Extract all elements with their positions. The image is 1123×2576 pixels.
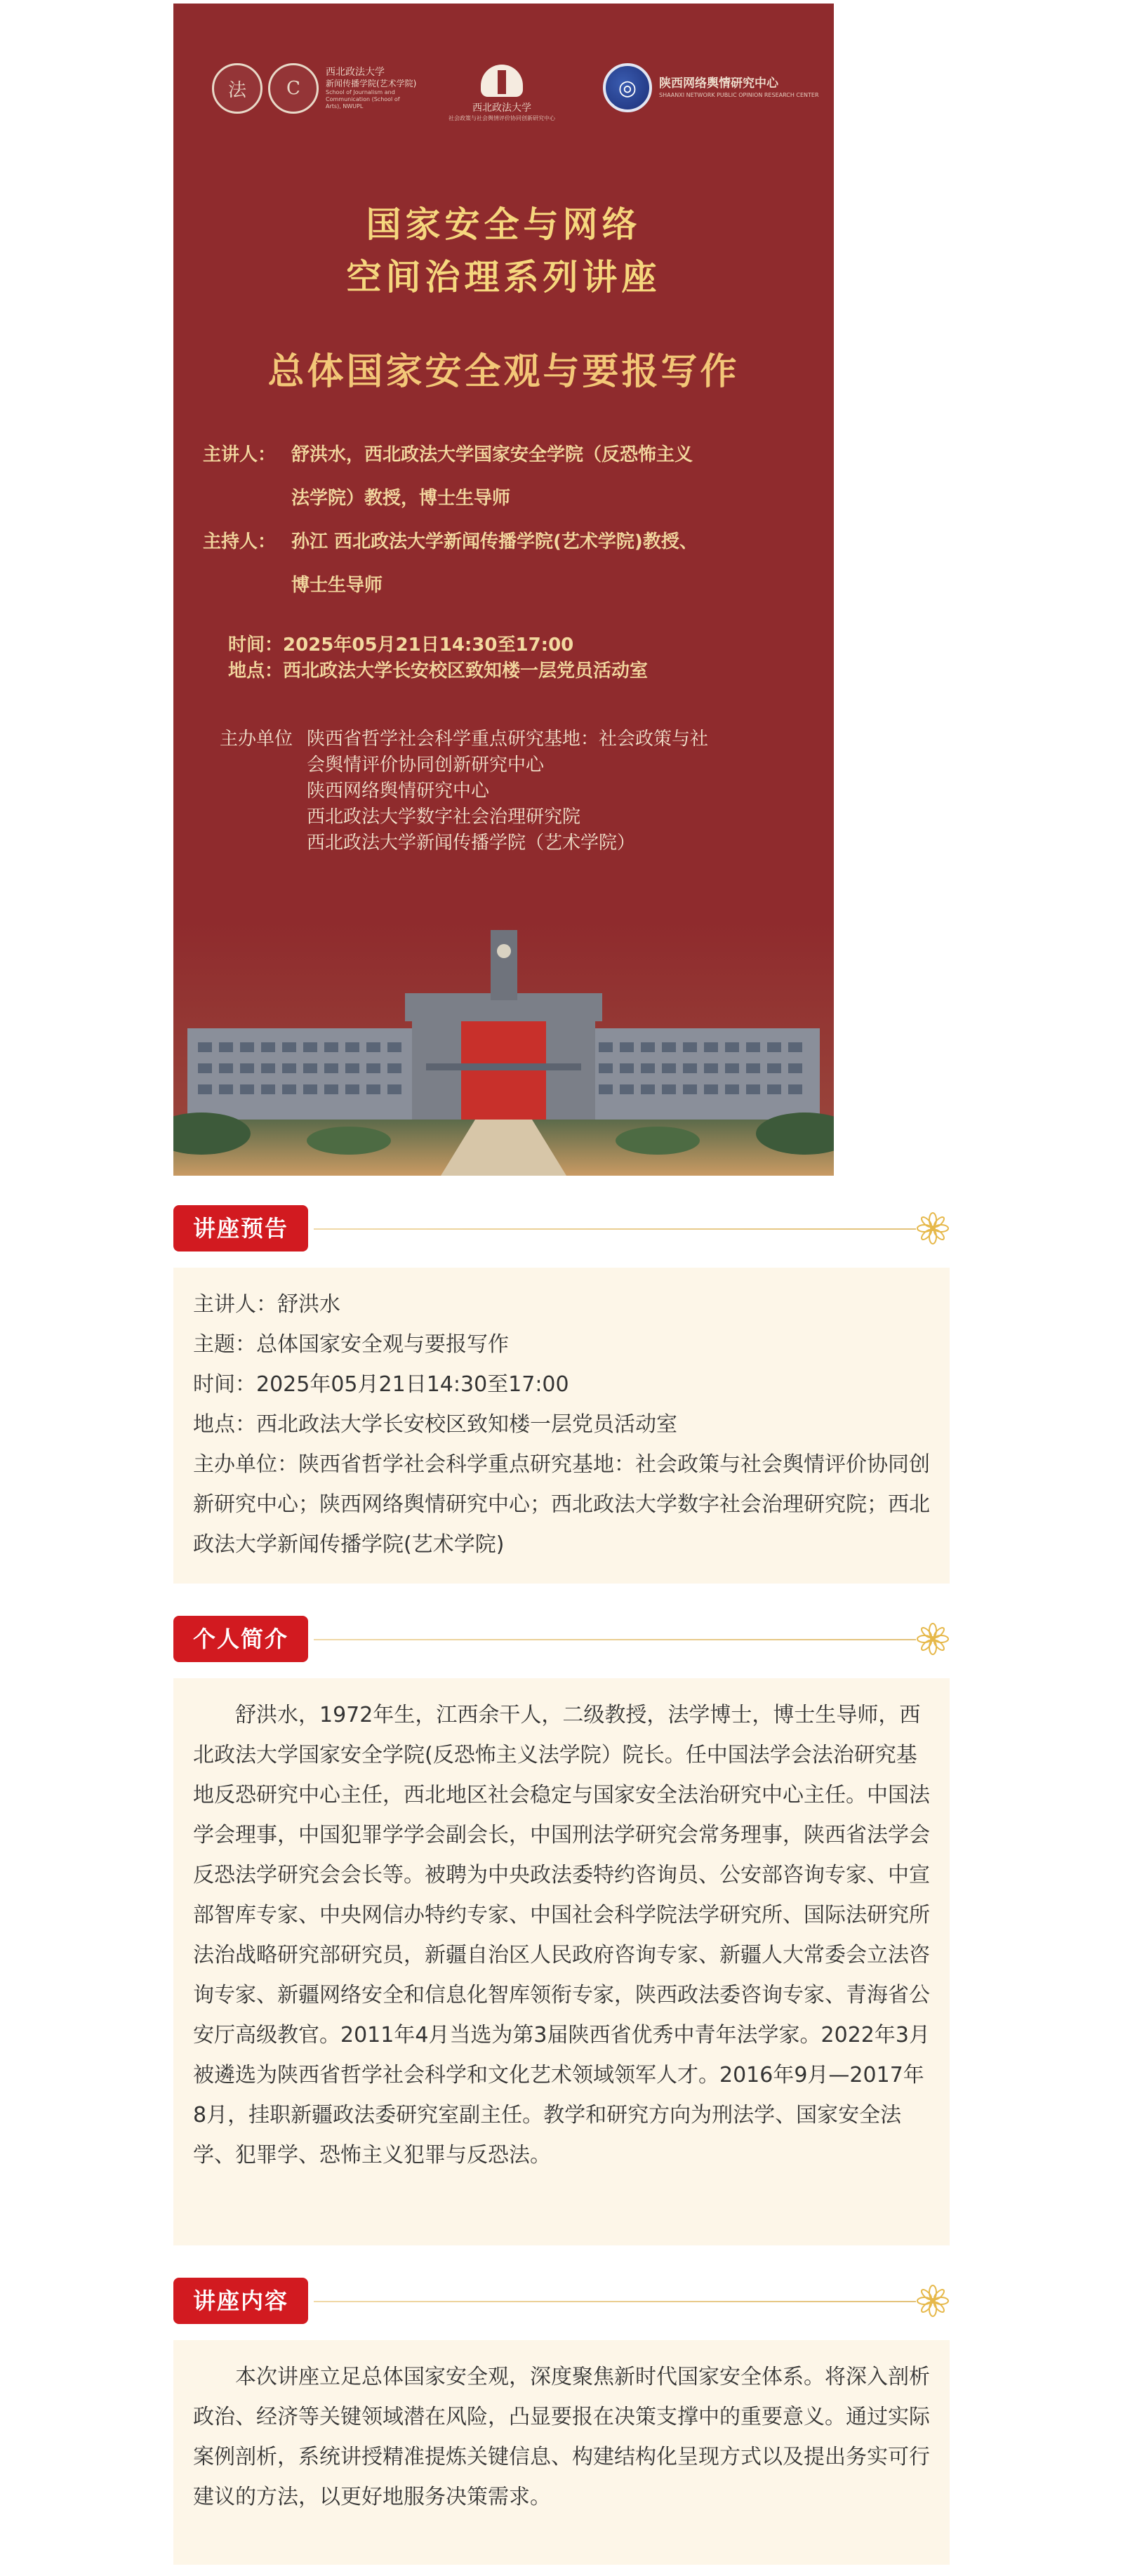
poster-place: 地点：西北政法大学长安校区致知楼一层党员活动室 [228,660,649,682]
opinion-center-logo [603,63,819,112]
logo-school-name: 西北政法大学 [326,66,385,78]
preview-place: 地点：西北政法大学长安校区致知楼一层党员活动室 [193,1412,677,1437]
logo-school-sub: 新闻传播学院(艺术学院) [326,79,417,89]
section-title-bio: 个人简介 [173,1616,308,1662]
research-center-logo [448,63,555,122]
section-header-bio [173,1616,950,1662]
globe-icon: ◎ [603,63,652,112]
poster-organizer-2: 会舆情评价协同创新研究中心 [307,755,545,776]
section-title-content: 讲座内容 [173,2278,308,2324]
poster-organizer-label: 主办单位 [220,729,293,750]
poster-organizer-3: 陕西网络舆情研究中心 [307,781,490,802]
bio-text: 舒洪水，1972年生，江西余干人，二级教授，法学博士，博士生导师，西北政法大学国家安全学院(反恐怖主义法学院）院长。任中国法学会法治研究基地反恐研究中心主任，西北地区社会稳定与国家安全法治研究中心主任。中国法学会理事，中国犯罪学学会副会长，中国刑法学研究会常务理事，陕西省法学会反恐法学研究会会长等。被聘为中央政法委特约咨询员、公安部咨询专家、中宣部智库专家、中央网信办特约专家、中国社会科学院法学研究所、国际法研究所法治战略研究部研究员，新疆自治区人民政府咨询专家、新疆人大常委会立法咨询专家、新疆网络安全和信息化智库领衔专家，陕西政法委咨询专家、青海省公安厅高级教官。2011年4月当选为第3届陕西省优秀中青年法学家。2022年3月被遴选为陕西省哲学社会科学和文化艺术领域领军人才。2016年9月—2017年8月，挂职新疆政法委研究室副主任。教学和研究方向为刑法学、国家安全法学、犯罪学、恐怖主义犯罪与反恐法。 [193,1703,930,2167]
opinion-center-en: SHAANXI NETWORK PUBLIC OPINION RESEARCH CENTER [659,91,819,98]
poster-host-line2: 博士生导师 [291,575,383,596]
cloud-tower-icon [478,63,526,100]
flower-ornament-icon [916,1211,950,1245]
poster-organizer-5: 西北政法大学新闻传播学院（艺术学院） [307,832,636,854]
poster-host-line1: 孙江 西北政法大学新闻传播学院(艺术学院)教授、 [291,531,698,552]
logo-school-en: School of Journalism and Communication (School of Arts), NWUPL [326,89,400,110]
poster-speaker-line1: 舒洪水，西北政法大学国家安全学院（反恐怖主义 [291,444,693,465]
preview-speaker: 主讲人：舒洪水 [193,1292,340,1317]
poster-host-label: 主持人： [203,531,277,552]
poster-title-line1: 国家安全与网络 [366,204,642,245]
campus-building-illustration [173,923,834,1176]
section-header-preview [173,1205,950,1252]
preview-time: 时间：2025年05月21日14:30至17:00 [193,1372,569,1397]
preview-organizer: 主办单位：陕西省哲学社会科学重点研究基地：社会政策与社会舆情评价协同创新研究中心；陕西网络舆情研究中心；西北政法大学数字社会治理研究院；西北政法大学新闻传播学院(艺术学院) [193,1452,930,1557]
poster-title-line2: 空间治理系列讲座 [346,257,661,298]
university-emblem-icon: 法 [212,63,263,114]
center-logo-sub: 社会政策与社会舆情评价协同创新研究中心 [448,114,555,121]
poster-logos [173,63,834,126]
center-logo-name: 西北政法大学 [472,102,531,114]
bio-card [173,1678,950,2245]
poster-time: 时间：2025年05月21日14:30至17:00 [228,635,574,656]
school-emblem-icon: C [268,63,319,114]
section-divider [314,2301,916,2302]
lecture-content-text: 本次讲座立足总体国家安全观，深度聚焦新时代国家安全体系。将深入剖析政治、经济等关键领域潜在风险，凸显要报在决策支撑中的重要意义。通过实际案例剖析，系统讲授精准提炼关键信息、构建结构化呈现方式以及提出务实可行建议的方法，以更好地服务决策需求。 [193,2365,930,2509]
poster-subtitle: 总体国家安全观与要报写作 [267,351,740,393]
poster-organizer-1: 陕西省哲学社会科学重点研究基地：社会政策与社 [307,729,709,750]
poster-speaker-line2: 法学院）教授，博士生导师 [291,488,511,509]
section-divider [314,1639,916,1640]
poster-organizer-4: 西北政法大学数字社会治理研究院 [307,806,581,828]
lecture-poster [173,4,834,1176]
journalism-school-logo [212,63,416,114]
preview-topic: 主题：总体国家安全观与要报写作 [193,1332,509,1357]
section-title-preview: 讲座预告 [173,1205,308,1252]
opinion-center-name: 陕西网络舆情研究中心 [659,77,778,91]
content-card [173,2340,950,2565]
section-header-content [173,2278,950,2324]
poster-speaker-label: 主讲人： [203,444,277,465]
section-divider [314,1228,916,1230]
flower-ornament-icon [916,1622,950,1656]
flower-ornament-icon [916,2284,950,2318]
preview-card [173,1268,950,1584]
